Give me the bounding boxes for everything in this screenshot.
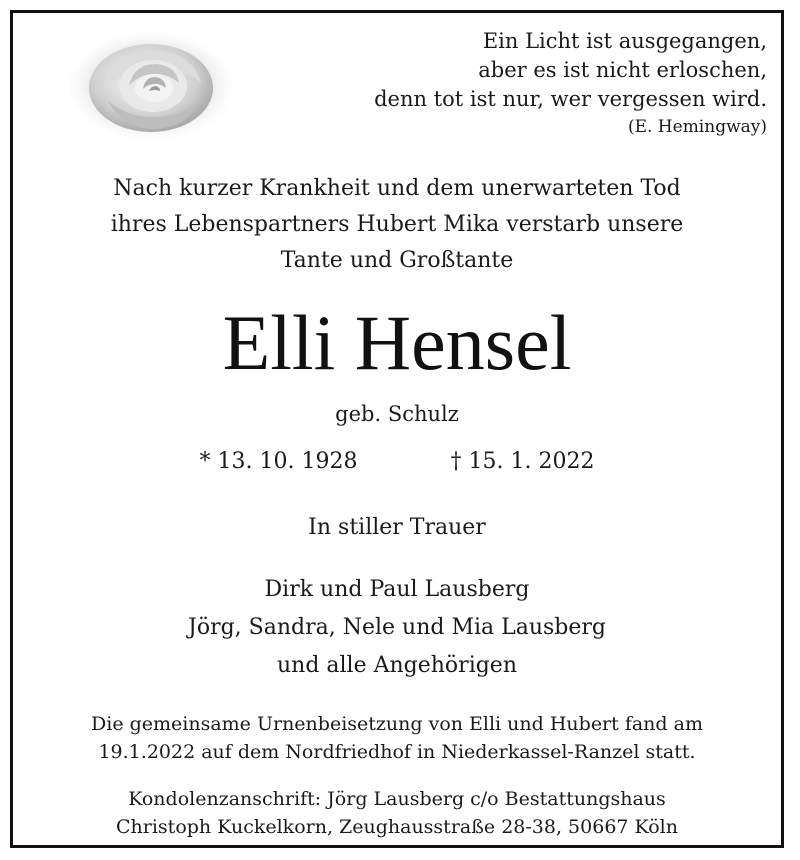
family-line: Jörg, Sandra, Nele und Mia Lausberg [188, 615, 606, 640]
rose-icon [63, 31, 233, 141]
maiden-name: geb. Schulz [335, 402, 459, 426]
burial-line: 19.1.2022 auf dem Nordfriedhof in Niederkassel-Ranzel statt. [98, 741, 696, 763]
intro-text [13, 171, 781, 279]
death-date: † 15. 1. 2022 [450, 449, 595, 474]
quote-line: Ein Licht ist ausgegangen, [482, 29, 767, 53]
intro-line: ihres Lebenspartners Hubert Mika verstarb unsere [110, 212, 684, 237]
birth-date: * 13. 10. 1928 [199, 449, 358, 474]
family-list [13, 571, 781, 685]
burial-line: Die gemeinsame Urnenbeisetzung von Elli und Hubert fand am [91, 713, 703, 735]
intro-line: Nach kurzer Krankheit und dem unerwarteten Tod [113, 176, 681, 201]
deceased-name: Elli Hensel [222, 299, 572, 386]
quote-author: (E. Hemingway) [627, 117, 767, 137]
burial-notice [13, 710, 781, 766]
condolence-line: Kondolenzanschrift: Jörg Lausberg c/o Bestattungshaus [128, 788, 666, 810]
intro-line: Tante und Großtante [280, 248, 514, 273]
family-line: und alle Angehörigen [276, 653, 517, 678]
quote-line: denn tot ist nur, wer vergessen wird. [374, 87, 767, 111]
condolence-line: Christoph Kuckelkorn, Zeughausstraße 28-38, 50667 Köln [116, 816, 678, 838]
quote-line: aber es ist nicht erloschen, [478, 58, 767, 82]
obituary-frame [10, 10, 784, 848]
family-line: Dirk und Paul Lausberg [264, 577, 530, 602]
life-dates [13, 447, 781, 477]
condolence-address [13, 785, 781, 841]
quote-block [374, 27, 767, 140]
mourning-text: In stiller Trauer [308, 515, 486, 540]
